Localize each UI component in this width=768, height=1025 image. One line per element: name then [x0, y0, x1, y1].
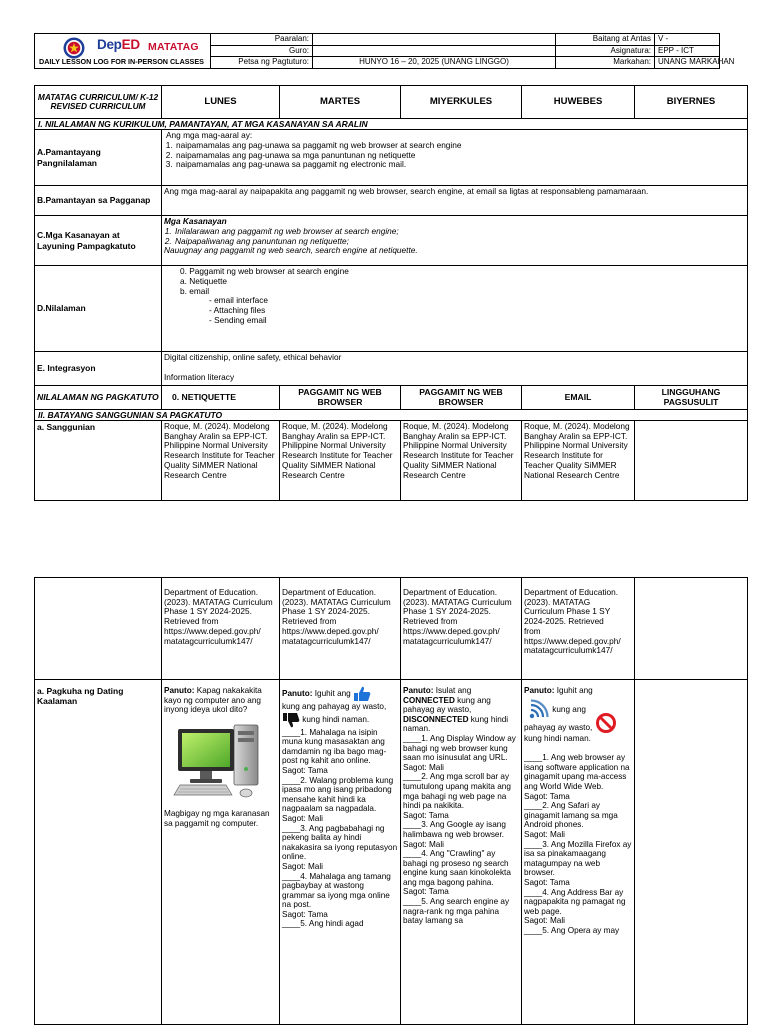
a-intro: Ang mga mag-aaral ay:: [166, 130, 253, 140]
a-list: [175, 141, 745, 170]
section-2-heading: II. BATAYANG SANGGUNIAN SA PAGKATUTO: [35, 410, 748, 421]
reference-martes: Roque, M. (2024). Modelong Banghay Aralin sa EPP-ICT. Philippine Normal University Research Institute for Teacher Quality SiMMER National Research Centre: [280, 421, 401, 501]
thu-instruction-2: kung ang: [528, 700, 632, 720]
curriculum-header: MATATAG CURRICULUM/ K-12 REVISED CURRICULUM: [35, 86, 162, 119]
subject-label: Asignatura:: [556, 45, 655, 57]
thumbs-down-icon: [282, 712, 300, 728]
prohibited-icon: [595, 712, 617, 734]
thu-instruction-3: pahayag ay wasto,: [524, 722, 632, 734]
thumbs-up-icon: [353, 686, 371, 702]
row-label-d: D.Nilalaman: [35, 266, 162, 352]
tue-answer: Sagot: Tama: [282, 765, 328, 775]
c-item: 2. Naipapaliwanag ang panuntunan ng netiquette;: [174, 237, 745, 247]
thu-instruction-4: kung hindi naman.: [524, 733, 591, 743]
row-label-c: C.Mga Kasanayan at Layuning Pampagkatuto: [35, 216, 162, 266]
row-label-a: A.Pamantayang Pangnilalaman: [35, 130, 162, 186]
wed-item: ____2. Ang mga scroll bar ay tumutulong upang makita ang mga bahagi ng web page na hindi pa nakikita.: [403, 772, 511, 811]
thu-item: ____3. Ang Mozilla Firefox ay isa sa pinakamaagang matagumpay na web browser.: [524, 839, 632, 878]
c-tail: Nauugnay ang paggamit ng web search, search engine at netiquette.: [164, 245, 418, 256]
logo-cell: [35, 34, 211, 69]
nilalaman: [162, 266, 748, 352]
quarter-value: UNANG MARKAHAN: [655, 57, 720, 69]
thu-answer: Sagot: Tama: [524, 791, 570, 801]
activity-miyerkules: [401, 680, 522, 1025]
c-item: 1. Inilalarawan ang paggamit ng web browser at search engine;: [174, 227, 745, 237]
thu-item: ____5. Ang Opera ay may: [524, 925, 620, 935]
grade-label: Baitang at Antas: [556, 34, 655, 46]
lesson-table: [34, 85, 748, 501]
day-biyernes: BIYERNES: [635, 86, 748, 119]
wed-item: ____5. Ang search engine ay nagra-rank ng mga pahina batay lamang sa: [403, 897, 510, 926]
d-line-0: 0. Paggamit ng web browser at search engine: [180, 266, 349, 276]
activity-lunes: [162, 680, 280, 1025]
tue-item: ____1. Mahalaga na isipin muna kung masasaktan ang damdamin ng iba bago mag-post ng kahit ano online.: [282, 727, 387, 766]
wed-answer: Sagot: Tama: [403, 887, 449, 897]
reference2-miyerkules: Department of Education. (2023). MATATAG Curriculum Phase 1 SY 2024-2025. Retrieved from https://www.deped.gov.ph/ matatagcurriculumk147/: [401, 578, 522, 680]
d-line-a: a. Netiquette: [180, 275, 228, 286]
c-title: Mga Kasanayan: [164, 216, 227, 226]
mon-after: Magbigay ng mga karanasan sa paggamit ng computer.: [164, 809, 270, 828]
day-martes: MARTES: [280, 86, 401, 119]
header-table: [34, 33, 735, 69]
wed-answer: Sagot: Mali: [403, 839, 444, 849]
tue-instruction-1: Panuto: Iguhit ang: [282, 686, 398, 702]
tue-answer: Sagot: Mali: [282, 861, 323, 871]
a-item: 2. naipamamalas ang pag-unawa sa mga panuntunan ng netiquette: [175, 151, 745, 161]
grade-value: V -: [655, 34, 720, 46]
day-miyerkules: MIYERKULES: [401, 86, 522, 119]
thu-item: ____1. Ang web browser ay isang software application na ginagamit upang ma-access ang World Wide Web.: [524, 753, 630, 791]
d-line-b: b. email: [180, 285, 210, 296]
mga-kasanayan: [162, 216, 748, 266]
wed-answer: Sagot: Tama: [403, 810, 449, 820]
reference2-martes: Department of Education. (2023). MATATAG Curriculum Phase 1 SY 2024-2025. Retrieved from https://www.deped.gov.ph/ matatagcurriculumk147/: [280, 578, 401, 680]
topic-lunes: 0. NETIQUETTE: [162, 386, 280, 410]
wed-instruction: Panuto: Isulat ang CONNECTED kung ang pahayag ay wasto, DISCONNECTED kung hindi naman.: [403, 686, 509, 734]
section-1-heading: I. NILALAMAN NG KURIKULUM, PAMANTAYAN, AT MGA KASANAYAN SA ARALIN: [35, 119, 748, 130]
thu-instruction-1: Panuto: Iguhit ang: [524, 686, 593, 695]
day-lunes: LUNES: [162, 86, 280, 119]
school-value: [313, 34, 556, 46]
tue-instruction-3: kung hindi naman.: [282, 712, 398, 728]
tue-instruction-2: kung ang pahayag ay wasto,: [282, 702, 387, 711]
reference-lunes: Roque, M. (2024). Modelong Banghay Aralin sa EPP-ICT. Philippine Normal University Research Institute for Teacher Quality SiMMER National Research Centre: [162, 421, 280, 501]
reference2-lunes: Department of Education. (2023). MATATAG Curriculum Phase 1 SY 2024-2025. Retrieved from https://www.deped.gov.ph/ matatagcurriculumk147/: [162, 578, 280, 680]
matatag-logo-text: MATATAG: [148, 41, 199, 53]
pagkuha-label: a. Pagkuha ng Dating Kaalaman: [35, 680, 162, 1025]
d-sub-3: - Sending email: [209, 314, 267, 325]
reference-huwebes: Roque, M. (2024). Modelong Banghay Aralin sa EPP-ICT. Philippine Normal University Research Institute for Teacher Quality SiMMER National Research Centre: [522, 421, 635, 501]
dll-title: DAILY LESSON LOG FOR IN-PERSON CLASSES: [39, 56, 204, 66]
wed-item: ____1. Ang Display Window ay bahagi ng web browser kung saan mo isinusulat ang URL.: [403, 733, 516, 763]
quarter-label: Markahan:: [556, 57, 655, 69]
pamantayan-sa-pagganap: Ang mga mag-aaral ay naipapakita ang paggamit ng web browser, search engine, at email sa ligtas at responsableng pamamaraan.: [162, 186, 748, 216]
a-item: 1. naipamamalas ang pag-unawa sa paggamit ng web browser at search engine: [175, 141, 745, 151]
e-line-2: Information literacy: [164, 371, 235, 382]
reference-biyernes: [635, 421, 748, 501]
activity-martes: [280, 680, 401, 1025]
thu-answer: Sagot: Mali: [524, 829, 565, 839]
wed-item: ____3. Ang Google ay isang halimbawa ng web browser.: [403, 820, 506, 839]
wed-item: ____4. Ang "Crawling" ay bahagi ng proseso ng search engine kung saan kinokolekta ang mga bagong pahina.: [403, 849, 511, 887]
a-item: 3. naipamamalas ang pag-unawa sa paggamit ng electronic mail.: [175, 160, 745, 170]
integrasyon: [162, 352, 748, 386]
thu-answer: Sagot: Mali: [524, 916, 565, 926]
date-label: Petsa ng Pagtuturo:: [211, 57, 313, 69]
reference2-huwebes: Department of Education. (2023). MATATAG Curriculum Phase 1 SY 2024-2025. Retrieved from https://www.deped.gov.ph/ matatagcurriculumk147/: [522, 578, 635, 680]
tue-item: ____3. Ang pagbabahagi ng pekeng balita ay hindi nakakasira sa iyong reputasyon online.: [282, 823, 398, 862]
computer-icon: [174, 719, 262, 801]
wed-answer: Sagot: Mali: [403, 762, 444, 772]
pamantayang-pangnilalaman: [162, 130, 748, 186]
tue-item: ____2. Walang problema kung ipasa mo ang isang pribadong mensahe kahit hindi ka nagpaalam sa nagpadala.: [282, 775, 394, 814]
lesson-table-continued: [34, 577, 748, 1025]
school-label: Paaralan:: [211, 34, 313, 46]
tue-item: ____5. Ang hindi agad: [282, 919, 364, 929]
day-huwebes: HUWEBES: [522, 86, 635, 119]
topic-huwebes: EMAIL: [522, 386, 635, 410]
reference2-biyernes: [635, 578, 748, 680]
e-line-1: Digital citizenship, online safety, ethical behavior: [164, 352, 342, 362]
subject-value: EPP - ICT: [655, 45, 720, 57]
reference-miyerkules: Roque, M. (2024). Modelong Banghay Aralin sa EPP-ICT. Philippine Normal University Research Institute for Teacher Quality SiMMER National Research Centre: [401, 421, 522, 501]
topic-miyerkules: PAGGAMIT NG WEB BROWSER: [401, 386, 522, 410]
row-label-b: B.Pamantayan sa Pagganap: [35, 186, 162, 216]
deped-logo-text: DepED: [97, 37, 140, 52]
tue-item: ____4. Mahalaga ang tamang pagbaybay at wastong grammar sa iyong mga online na post.: [282, 871, 391, 910]
c-list: [174, 227, 745, 247]
empty-label-cell: [35, 578, 162, 680]
thu-item: ____2. Ang Safari ay ginagamit lamang sa mga Android phones.: [524, 801, 618, 830]
nilalaman-ng-pagkatuto-label: NILALAMAN NG PAGKATUTO: [35, 386, 162, 410]
sanggunian-label: a. Sanggunian: [35, 421, 162, 501]
date-value: HUNYO 16 – 20, 2025 (UNANG LINGGO): [313, 57, 556, 69]
tue-answer: Sagot: Tama: [282, 909, 328, 919]
thu-item: ____4. Ang Address Bar ay nagpapakita ng pamagat ng web page.: [524, 887, 626, 916]
topic-martes: PAGGAMIT NG WEB BROWSER: [280, 386, 401, 410]
activity-huwebes: [522, 680, 635, 1025]
teacher-value: [313, 45, 556, 57]
topic-biyernes: LINGGUHANG PAGSUSULIT: [635, 386, 748, 410]
d-sub-2: - Attaching files: [209, 305, 266, 316]
thu-answer: Sagot: Tama: [524, 877, 570, 887]
tue-answer: Sagot: Mali: [282, 813, 323, 823]
wifi-icon: [528, 700, 550, 720]
activity-biyernes: [635, 680, 748, 1025]
teacher-label: Guro:: [211, 45, 313, 57]
mon-instruction: Panuto: Kapag nakakakita kayo ng computer ano ang inyong ideya ukol dito?: [164, 686, 262, 715]
row-label-e: E. Integrasyon: [35, 352, 162, 386]
d-sub-1: - email interface: [209, 295, 269, 306]
